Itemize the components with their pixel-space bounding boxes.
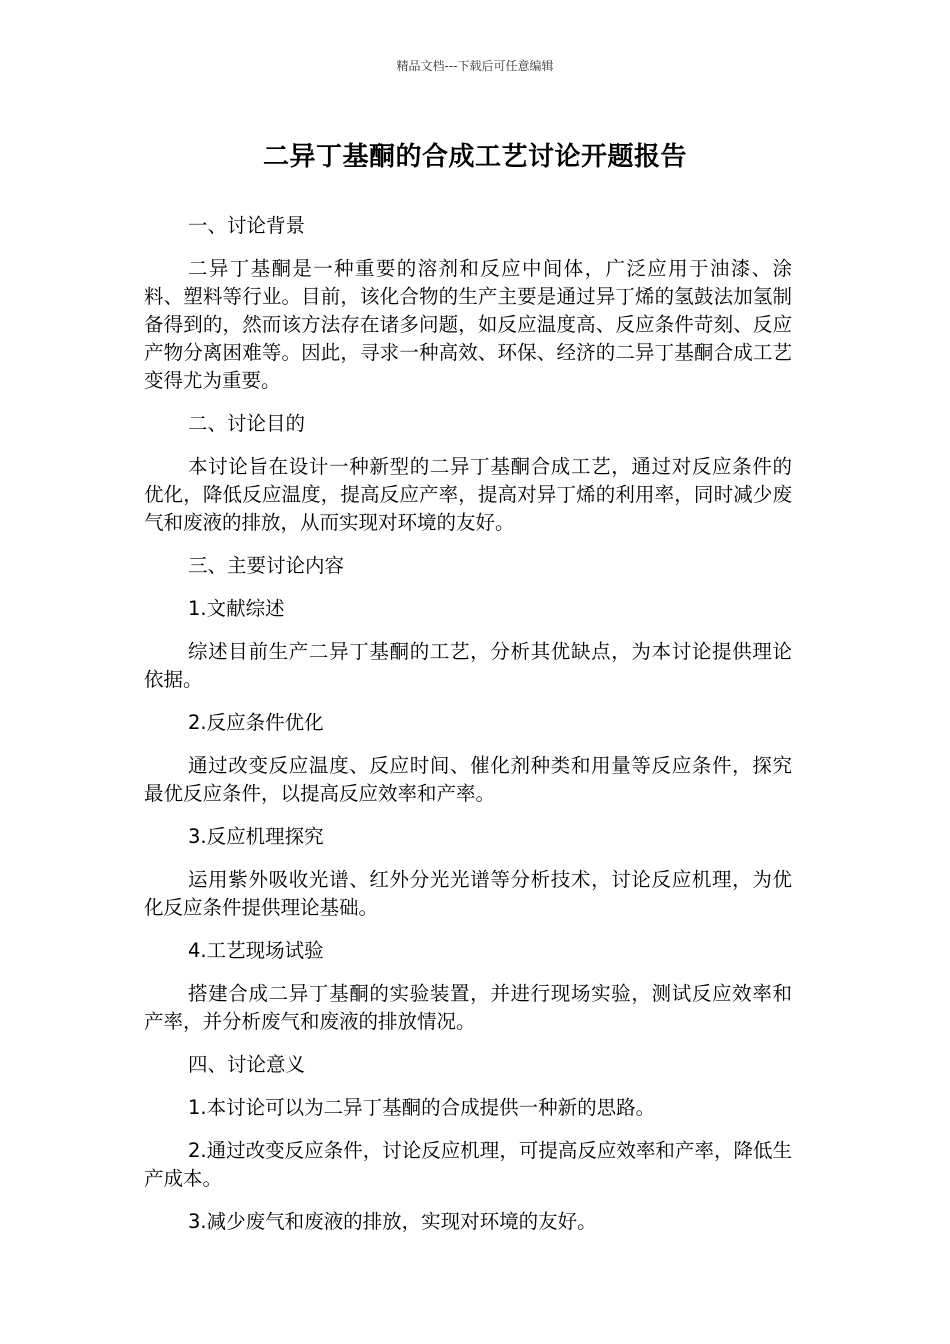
document-title: 二异丁基酮的合成工艺讨论开题报告: [262, 142, 687, 172]
significance-item-2: 2.通过改变反应条件，讨论反应机理，可提高反应效率和产率，降低生产成本。: [144, 1139, 792, 1190]
header-note: 精品文档---下载后可任意编辑: [396, 59, 554, 73]
paragraph-mechanism-study: 运用紫外吸收光谱、红外分光光谱等分析技术，讨论反应机理，为优化反应条件提供理论基础。: [144, 868, 792, 919]
subheading-mechanism-study: 3.反应机理探究: [188, 825, 324, 848]
subheading-field-test: 4.工艺现场试验: [188, 939, 324, 962]
paragraph-background: 二异丁基酮是一种重要的溶剂和反应中间体，广泛应用于油漆、涂料、塑料等行业。目前，该化合物的生产主要是通过异丁烯的氢鼓法加氢制备得到的，然而该方法存在诸多问题，如反应温度高、反应条件苛刻、反应产物分离困难等。因此，寻求一种高效、环保、经济的二异丁基酮合成工艺变得尤为重要。: [144, 257, 792, 392]
significance-item-1: 1.本讨论可以为二异丁基酮的合成提供一种新的思路。: [188, 1096, 656, 1119]
significance-item-3: 3.减少废气和废液的排放，实现对环境的友好。: [188, 1210, 597, 1233]
subheading-condition-optimization: 2.反应条件优化: [188, 711, 324, 734]
paragraph-purpose: 本讨论旨在设计一种新型的二异丁基酮合成工艺，通过对反应条件的优化，降低反应温度，提高反应产率，提高对异丁烯的利用率，同时减少废气和废液的排放，从而实现对环境的友好。: [144, 455, 792, 534]
subheading-literature-review: 1.文献综述: [188, 597, 285, 620]
document-body: [144, 212, 792, 1251]
section-heading-purpose: 二、讨论目的: [188, 412, 306, 435]
section-heading-content: 三、主要讨论内容: [188, 554, 345, 577]
paragraph-literature-review: 综述目前生产二异丁基酮的工艺，分析其优缺点，为本讨论提供理论依据。: [144, 640, 792, 691]
section-heading-background: 一、讨论背景: [188, 214, 306, 237]
section-heading-significance: 四、讨论意义: [188, 1053, 306, 1076]
paragraph-condition-optimization: 通过改变反应温度、反应时间、催化剂种类和用量等反应条件，探究最优反应条件，以提高反应效率和产率。: [144, 754, 792, 805]
paragraph-field-test: 搭建合成二异丁基酮的实验装置，并进行现场实验，测试反应效率和产率，并分析废气和废液的排放情况。: [144, 982, 792, 1033]
